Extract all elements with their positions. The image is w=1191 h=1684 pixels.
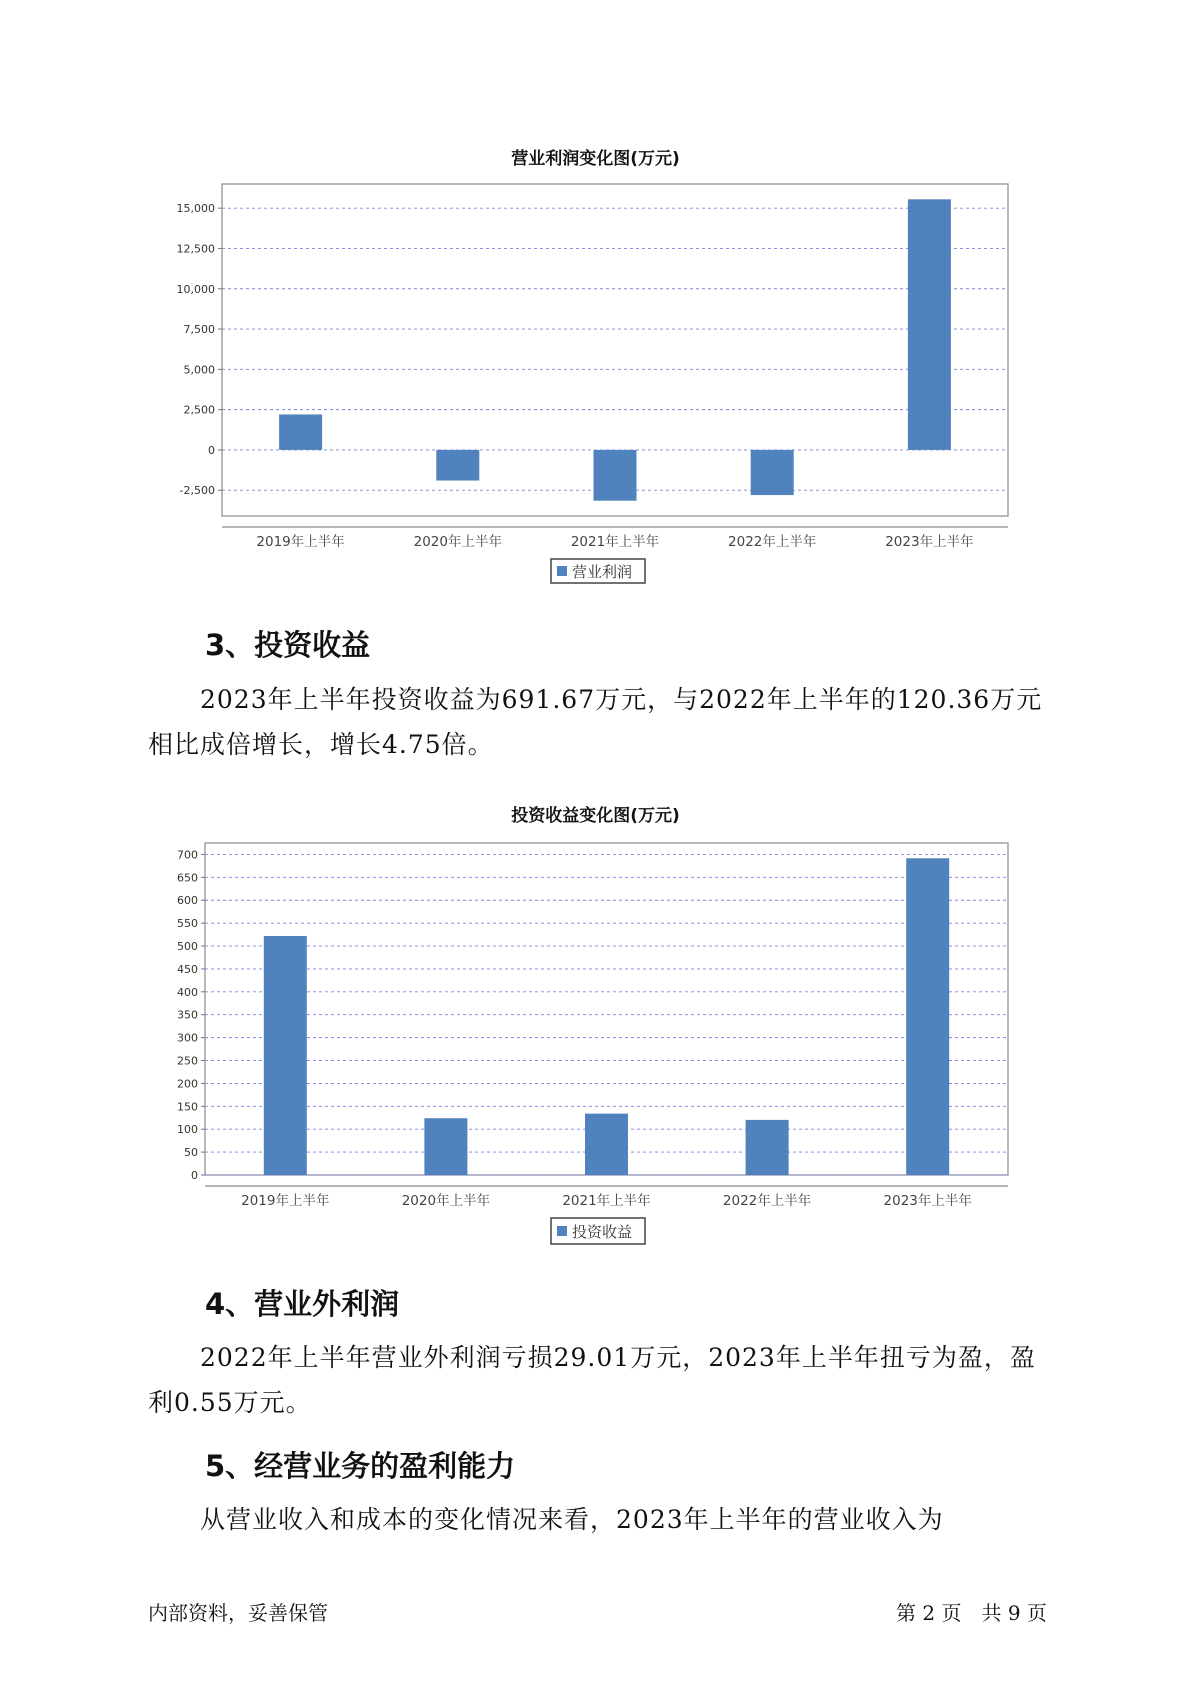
y-tick-label: 450	[177, 962, 198, 976]
bar	[424, 1118, 467, 1175]
y-tick-label: 15,000	[176, 202, 215, 216]
page-mid: 页 共	[941, 1601, 1002, 1625]
y-tick-label: 200	[177, 1077, 198, 1091]
bar	[906, 858, 949, 1175]
y-tick-label: 5,000	[183, 363, 215, 377]
footer-page-indicator	[896, 1597, 1047, 1626]
y-tick-label: 100	[177, 1123, 198, 1137]
y-tick-label: 0	[191, 1169, 198, 1182]
y-tick-label: 50	[184, 1146, 198, 1160]
page-number: 2	[922, 1601, 936, 1625]
y-tick-label: 700	[177, 848, 198, 862]
x-tick-label: 2020年上半年	[401, 1193, 491, 1209]
x-tick-label: 2023年上半年	[885, 534, 974, 550]
x-tick-label: 2019年上半年	[241, 1193, 330, 1209]
y-tick-label: 600	[177, 894, 198, 908]
section-text-investment-income: 2023年上半年投资收益为691.67万元，与2022年上半年的120.36万元相比成倍增长，增长4.75倍。	[148, 685, 1043, 759]
legend-label: 投资收益	[572, 1223, 633, 1241]
y-tick-label: 500	[177, 940, 198, 954]
section-text-non-operating-profit: 2022年上半年营业外利润亏损29.01万元，2023年上半年扭亏为盈，盈利0.55万元。	[148, 1343, 1036, 1417]
x-tick-label: 2019年上半年	[256, 534, 345, 550]
x-tick-label: 2021年上半年	[570, 534, 660, 550]
section-text-profitability: 从营业收入和成本的变化情况来看，2023年上半年的营业收入为	[200, 1505, 944, 1534]
y-tick-label: 150	[177, 1100, 198, 1114]
page-suffix: 页	[1026, 1601, 1047, 1625]
x-tick-label: 2022年上半年	[722, 1193, 812, 1209]
y-tick-label: 300	[177, 1031, 198, 1045]
y-tick-label: 0	[208, 443, 215, 457]
y-tick-label: 2,500	[183, 403, 215, 417]
y-tick-label: 7,500	[183, 323, 215, 337]
y-tick-label: 350	[177, 1008, 198, 1022]
y-tick-label: 12,500	[176, 242, 215, 256]
chart-title-operating-profit: 营业利润变化图(万元)	[511, 149, 680, 169]
section-heading-profitability: 5、经营业务的盈利能力	[205, 1449, 516, 1483]
x-tick-label: 2023年上半年	[883, 1193, 972, 1209]
section-heading-investment-income: 3、投资收益	[205, 628, 371, 662]
y-tick-label: 550	[177, 917, 198, 931]
y-tick-label: 400	[177, 985, 198, 999]
x-tick-label: 2022年上半年	[728, 534, 817, 550]
chart-title-investment-income: 投资收益变化图(万元)	[511, 806, 680, 826]
bar	[585, 1114, 628, 1175]
y-tick-label: -2,500	[179, 484, 215, 498]
y-tick-label: 250	[177, 1054, 198, 1068]
y-tick-label: 650	[177, 871, 198, 885]
legend-swatch	[557, 1226, 567, 1236]
x-tick-label: 2021年上半年	[562, 1193, 651, 1209]
x-tick-label: 2020年上半年	[413, 534, 502, 550]
page-prefix: 第	[896, 1601, 916, 1625]
bar	[746, 1120, 789, 1175]
section-heading-non-operating-profit: 4、营业外利润	[205, 1287, 400, 1321]
total-pages: 9	[1007, 1601, 1021, 1625]
y-tick-label: 10,000	[176, 282, 215, 296]
bar	[264, 936, 307, 1175]
footer-confidential-note: 内部资料，妥善保管	[148, 1601, 328, 1625]
legend-label: 营业利润	[572, 563, 633, 581]
